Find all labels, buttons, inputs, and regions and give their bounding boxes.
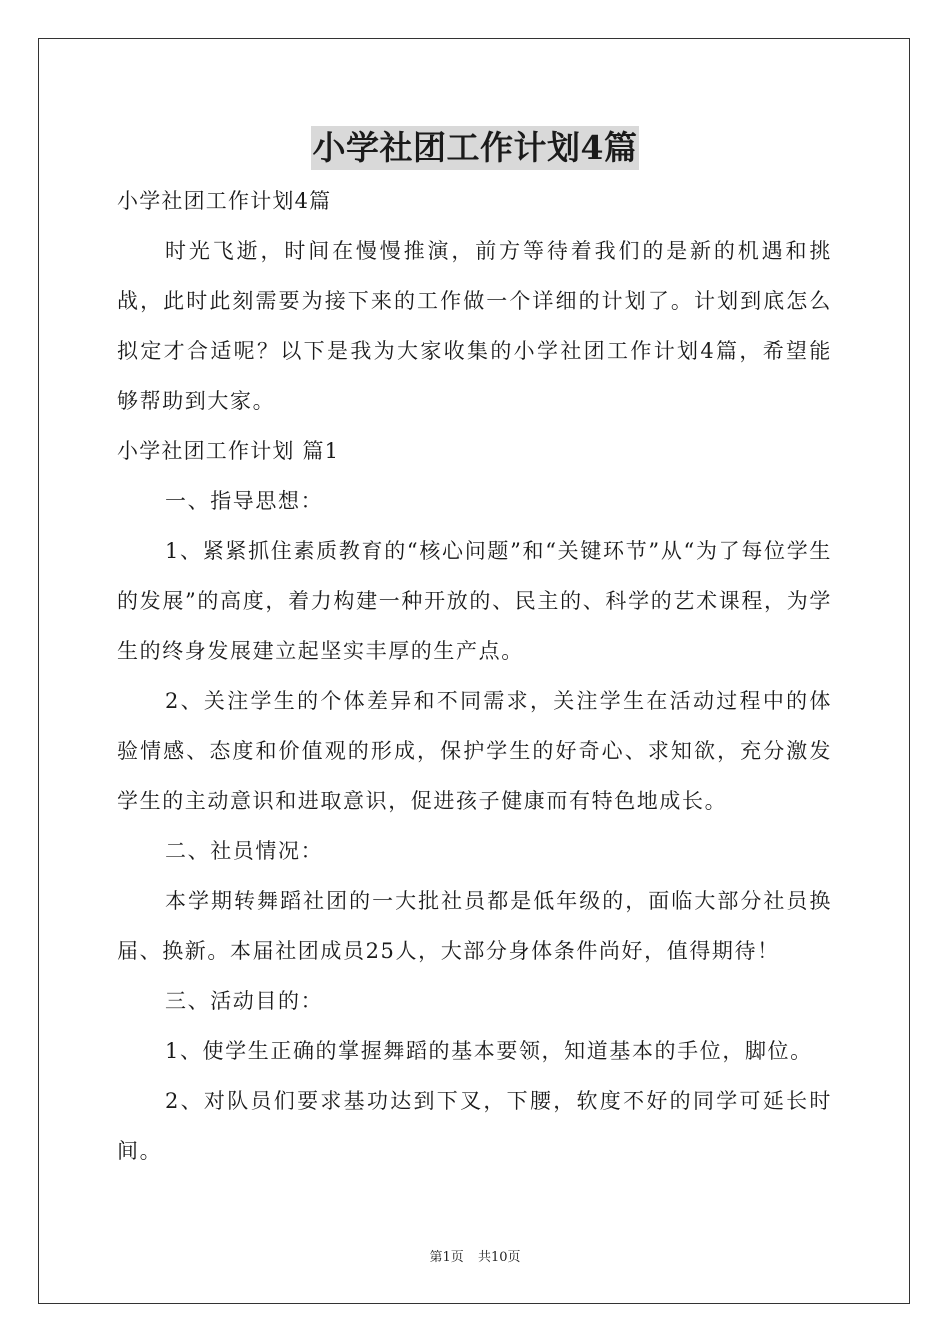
page-total: 共10页	[477, 1250, 521, 1265]
section-heading: 小学社团工作计划 篇1	[117, 439, 340, 463]
document-title: 小学社团工作计划4篇	[311, 126, 640, 170]
paragraph: 2、对队员们要求基功达到下叉，下腰，软度不好的同学可延长时间。	[117, 1089, 832, 1163]
document-body	[117, 176, 832, 1176]
paragraph: 1、紧紧抓住素质教育的“核心问题”和“关键环节”从“为了每位学生的发展”的高度，着力构建一种开放的、民主的、科学的艺术课程，为学生的终身发展建立起坚实丰厚的生产点。	[117, 539, 832, 663]
heading-activity-purpose: 三、活动目的：	[165, 989, 324, 1013]
page-number: 第1页	[429, 1250, 464, 1265]
heading-guiding-ideology: 一、指导思想：	[165, 489, 324, 513]
page-footer	[0, 1246, 950, 1265]
paragraph: 本学期转舞蹈社团的一大批社员都是低年级的，面临大部分社员换届、换新。本届社团成员25人，大部分身体条件尚好，值得期待！	[117, 889, 832, 963]
subtitle-line: 小学社团工作计划4篇	[117, 189, 332, 213]
title-container	[0, 126, 950, 170]
paragraph: 1、使学生正确的掌握舞蹈的基本要领，知道基本的手位，脚位。	[165, 1039, 813, 1063]
paragraph: 2、关注学生的个体差异和不同需求，关注学生在活动过程中的体验情感、态度和价值观的形成，保护学生的好奇心、求知欲，充分激发学生的主动意识和进取意识，促进孩子健康而有特色地成长。	[117, 689, 832, 813]
heading-member-status: 二、社员情况：	[165, 839, 324, 863]
intro-paragraph: 时光飞逝，时间在慢慢推演，前方等待着我们的是新的机遇和挑战，此时此刻需要为接下来的工作做一个详细的计划了。计划到底怎么拟定才合适呢？以下是我为大家收集的小学社团工作计划4篇，希望能够帮助到大家。	[117, 239, 832, 413]
